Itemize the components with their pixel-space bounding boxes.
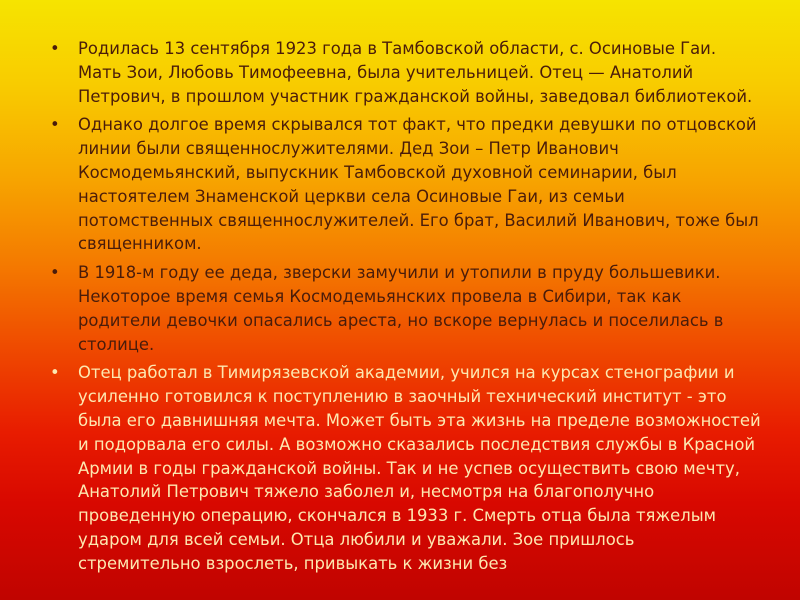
bullet-dot-icon: • [50, 115, 60, 135]
paragraph-text: Однако долгое время скрывался тот факт, что предки девушки по отцовской линии были священнослужителями. Дед Зои – Петр Иванович Космодемьянский, выпускник Тамбовской духовной семинарии, был настоятелем Знаменской церкви села Осиновые Гаи, из семьи потомственных священнослужителей. Его брат, Василий Иванович, тоже был священником. [78, 115, 759, 254]
bullet-father [50, 361, 762, 575]
bullet-siberia [50, 261, 762, 356]
paragraph-text: В 1918-м году ее деда, зверски замучили и утопили в пруду большевики. Некоторое время семья Космодемьянских провела в Сибири, так как родители девочки опасались ареста, но вскоре вернулась и поселилась в столице. [78, 263, 724, 354]
paragraph-text: Родилась 13 сентября 1923 года в Тамбовской области, с. Осиновые Гаи. Мать Зои, Любовь Тимофеевна, была учительницей. Отец — Анатолий Петрович, в прошлом участник гражданской войны, заведовал библиотекой. [78, 39, 753, 106]
bullet-dot-icon: • [50, 363, 60, 383]
bullet-birth [50, 37, 762, 108]
paragraph-text: Отец работал в Тимирязевской академии, учился на курсах стенографии и усиленно готовился к поступлению в заочный технический институт - это была его давнишняя мечта. Может быть эта жизнь на пределе возможностей и подорвала его силы. А возможно сказались последствия службы в Красной Армии в годы гражданской войны. Так и не успев осуществить свою мечту, Анатолий Петрович тяжело заболел и, несмотря на благополучно проведенную операцию, скончался в 1933 г. Смерть отца была тяжелым ударом для всей семьи. Отца любили и уважали. Зое пришлось стремительно взрослеть, привыкать к жизни без [78, 363, 761, 573]
bullet-dot-icon: • [50, 39, 60, 58]
bullet-list [50, 37, 762, 581]
bullet-dot-icon: • [50, 263, 60, 283]
bullet-ancestors [50, 113, 762, 256]
